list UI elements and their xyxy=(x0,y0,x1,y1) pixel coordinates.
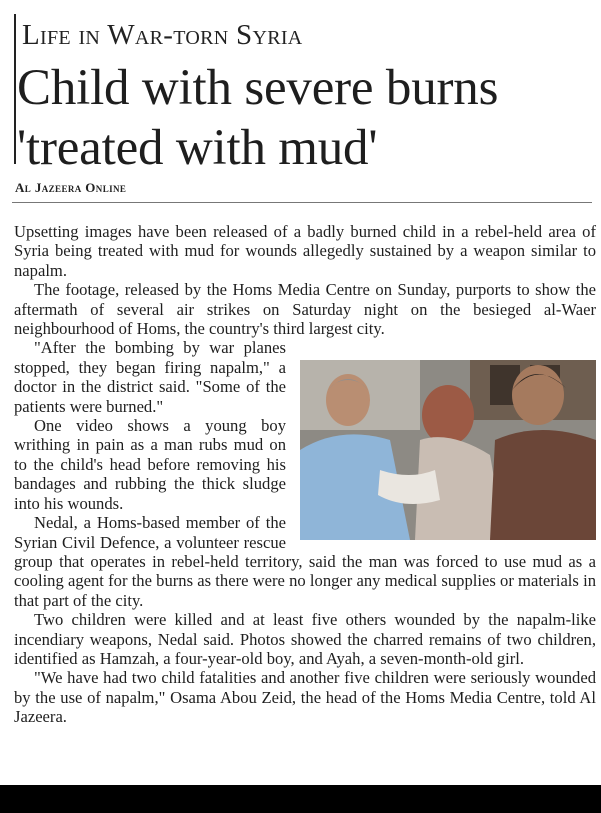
article-body xyxy=(14,222,596,727)
bottom-black-bar xyxy=(0,785,601,813)
paragraph-3: "After the bombing by war planes stopped, they began firing napalm," a doctor in the district said. "Some of the patients were burned." xyxy=(14,338,286,416)
photo-illustration xyxy=(300,360,596,540)
byline: Al Jazeera Online xyxy=(15,180,127,195)
headline-line-1: Child with severe burns xyxy=(17,60,499,116)
paragraph-2: The footage, released by the Homs Media Centre on Sunday, purports to show the aftermath of several air strikes on Saturday night on the besieged al-Waer neighbourhood of Homs, the country's third largest city. xyxy=(14,280,596,339)
paragraph-7: "We have had two child fatalities and another five children were seriously wounded by the use of napalm," Osama Abou Zeid, the head of the Homs Media Centre, told Al Jazeera. xyxy=(14,668,596,727)
kicker-rule xyxy=(14,14,16,164)
headline-line-2: 'treated with mud' xyxy=(17,120,378,176)
paragraph-1: Upsetting images have been released of a badly burned child in a rebel-held area of Syria being treated with mud for wounds allegedly sustained by a weapon similar to napalm. xyxy=(14,222,596,280)
paragraph-5: Nedal, a Homs-based member of the Syrian Civil Defence, a volunteer rescue group that operates in rebel-held territory, said the man was forced to use mud as a cooling agent for the burns as there were no longer any medical supplies or materials in that part of the city. xyxy=(14,513,596,610)
article-photo xyxy=(300,360,596,540)
paragraph-6: Two children were killed and at least five others wounded by the napalm-like incendiary weapons, Nedal said. Photos showed the charred remains of two children, identified as Hamzah, a four-year-old boy, and Ayah, a seven-month-old girl. xyxy=(14,610,596,668)
section-kicker: Life in War-torn Syria xyxy=(22,19,303,51)
paragraph-4: One video shows a young boy writhing in pain as a man rubs mud on to the child's head before removing his bandages and rubbing the thick sludge into his wounds. xyxy=(14,416,286,513)
divider xyxy=(12,202,592,203)
headline xyxy=(17,58,597,178)
